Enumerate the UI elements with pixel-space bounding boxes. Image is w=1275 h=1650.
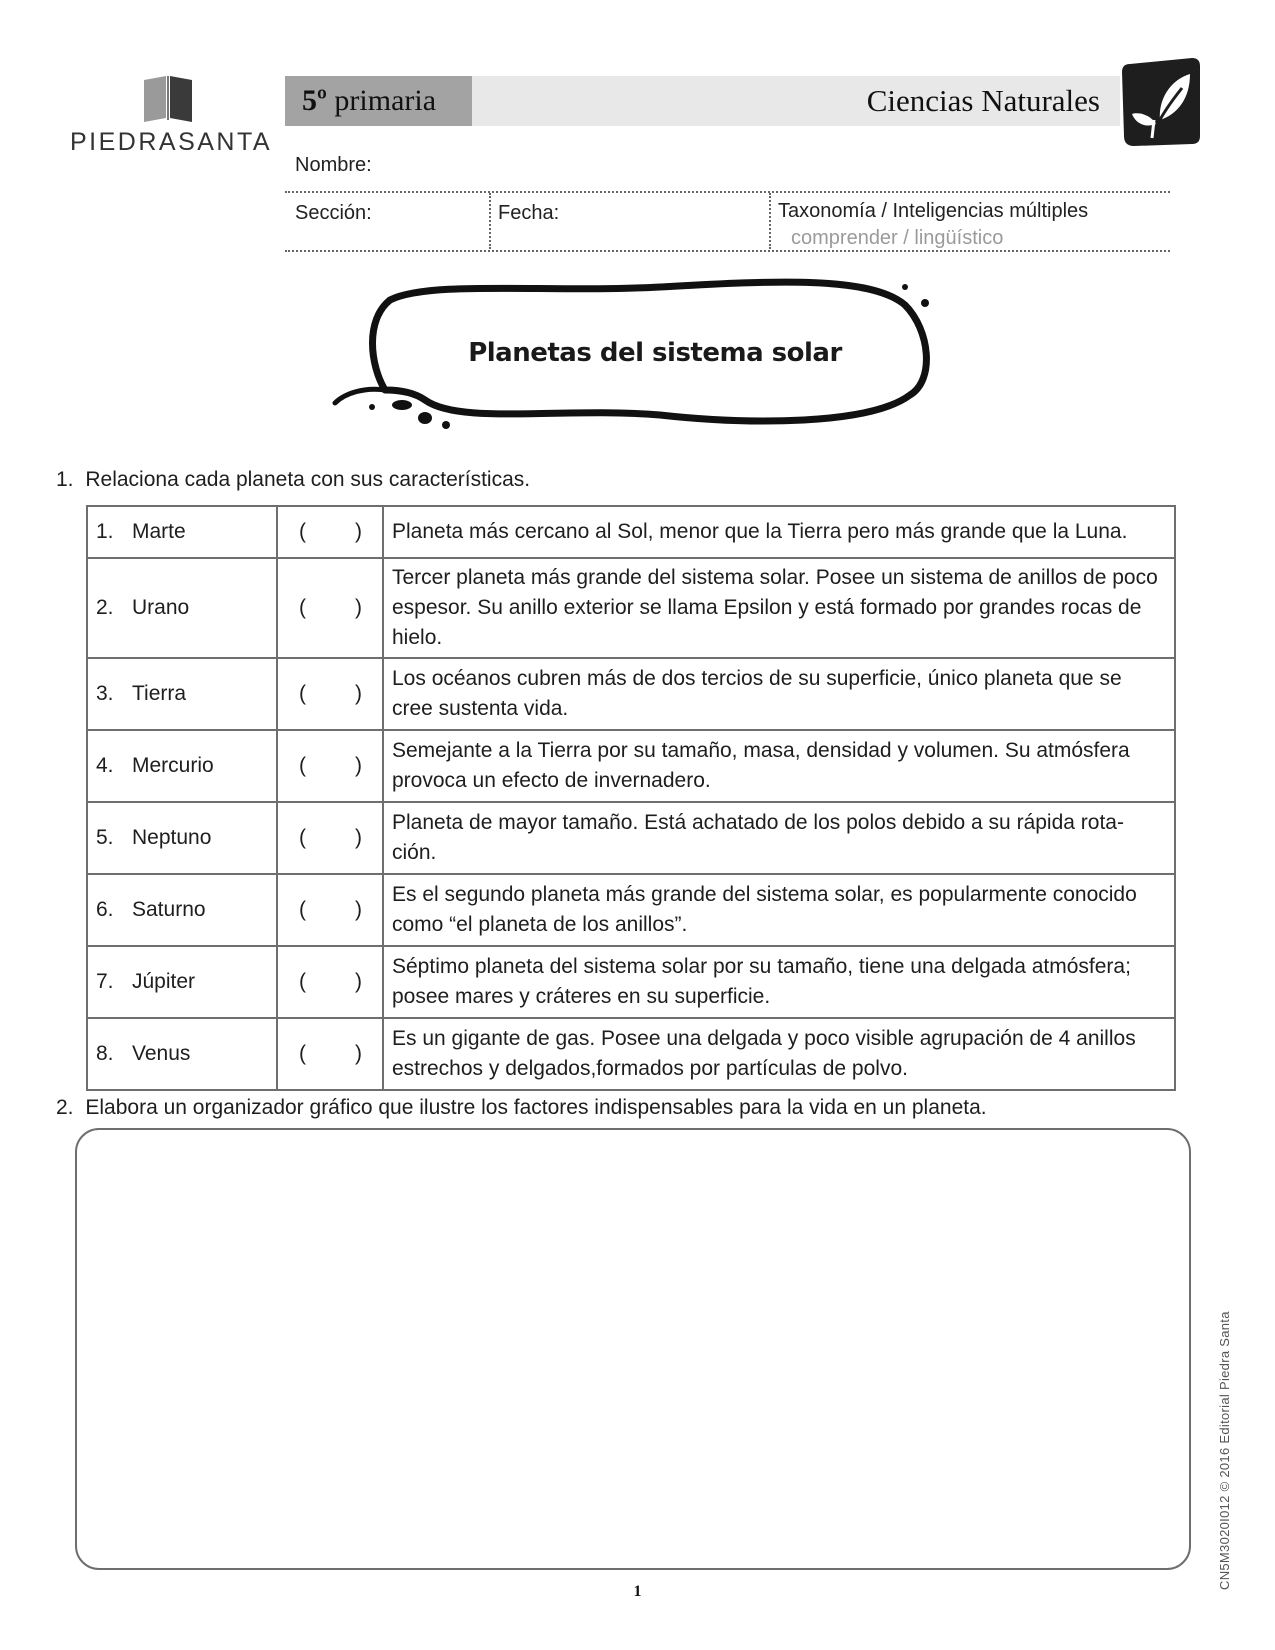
table-row [87,506,1175,558]
question-number: 2. [56,1096,74,1119]
planet-name: Mercurio [132,754,214,777]
question-text: Elabora un organizador gráfico que ilustre los factores indispensables para la vida en un planeta. [85,1096,987,1119]
question-1 [56,468,530,492]
table-row [87,558,1175,658]
question-2 [56,1096,987,1120]
planet-cell [87,802,277,874]
question-number: 1. [56,468,74,491]
paren-open: ( [299,898,306,921]
answer-cell[interactable] [277,802,383,874]
paren-close: ) [355,1042,362,1065]
planet-cell [87,506,277,558]
table-row [87,802,1175,874]
planet-name: Marte [132,520,186,543]
planet-cell [87,874,277,946]
planet-cell [87,558,277,658]
matching-table [86,505,1176,1091]
table-row [87,658,1175,730]
grade-number: 5º [302,84,327,117]
row-number: 2. [96,596,114,619]
paren-close: ) [355,520,362,543]
seccion-label: Sección: [295,202,372,224]
description-cell: Semejante a la Tierra por su tamaño, masa, densidad y volumen. Su atmósfera provoca un efecto de invernadero. [383,730,1175,802]
subject-bar [472,76,1120,126]
copyright-code: CN5M3020I012 © 2016 Editorial Piedra Santa [1217,1311,1232,1590]
paren-close: ) [355,682,362,705]
answer-cell[interactable] [277,1018,383,1090]
paren-close: ) [355,754,362,777]
row-number: 8. [96,1042,114,1065]
answer-cell[interactable] [277,874,383,946]
planet-name: Júpiter [132,970,196,993]
taxonomia-label: Taxonomía / Inteligencias múltiples [778,200,1089,222]
paren-open: ( [299,596,306,619]
row-number: 1. [96,520,114,543]
planet-name: Tierra [132,682,187,705]
table-row [87,1018,1175,1090]
planet-cell [87,658,277,730]
divider [285,250,1170,252]
leaf-icon [1120,58,1202,146]
description-cell: Tercer planeta más grande del sistema solar. Posee un sistema de anillos de poco espesor. Su anillo exterior se llama Epsilon y está formado por grandes rocas de hielo. [383,558,1175,658]
planet-name: Venus [132,1042,191,1065]
publisher-name: PIEDRASANTA [70,128,273,156]
description-cell: Planeta de mayor tamaño. Está achatado de los polos debido a su rápida rota-ción. [383,802,1175,874]
paren-open: ( [299,1042,306,1065]
description-cell: Es el segundo planeta más grande del sistema solar, es popularmente conocido como “el planeta de los anillos”. [383,874,1175,946]
description-cell: Los océanos cubren más de dos tercios de su superficie, único planeta que se cree sustenta vida. [383,658,1175,730]
paren-open: ( [299,754,306,777]
answer-cell[interactable] [277,506,383,558]
row-number: 5. [96,826,114,849]
subject-title: Ciencias Naturales [866,83,1100,118]
paren-open: ( [299,970,306,993]
paren-open: ( [299,682,306,705]
grade-suffix: primaria [334,84,437,117]
divider [489,193,491,249]
paren-close: ) [355,596,362,619]
description-cell: Es un gigante de gas. Posee una delgada y poco visible agrupación de 4 anillos estrechos y delgados,formados por partículas de polvo. [383,1018,1175,1090]
table-row [87,730,1175,802]
answer-area[interactable] [75,1128,1191,1570]
table-row [87,874,1175,946]
answer-cell[interactable] [277,946,383,1018]
publisher-logo [70,72,273,162]
paren-open: ( [299,826,306,849]
paren-close: ) [355,898,362,921]
open-book-icon [140,72,196,124]
row-number: 3. [96,682,114,705]
paren-close: ) [355,970,362,993]
divider [285,191,1170,193]
row-number: 4. [96,754,114,777]
page-number: 1 [633,1583,642,1600]
description-cell: Planeta más cercano al Sol, menor que la Tierra pero más grande que la Luna. [383,506,1175,558]
answer-cell[interactable] [277,558,383,658]
fecha-label: Fecha: [498,202,560,224]
paren-close: ) [355,826,362,849]
answer-cell[interactable] [277,730,383,802]
planet-cell [87,946,277,1018]
paren-open: ( [299,520,306,543]
planet-name: Saturno [132,898,206,921]
row-number: 6. [96,898,114,921]
answer-cell[interactable] [277,658,383,730]
table-row [87,946,1175,1018]
row-number: 7. [96,970,114,993]
taxonomia-value: comprender / lingüístico [791,227,1004,249]
question-text: Relaciona cada planeta con sus características. [85,468,531,491]
description-cell: Séptimo planeta del sistema solar por su tamaño, tiene una delgada atmósfera; posee mares y cráteres en su superficie. [383,946,1175,1018]
planet-cell [87,1018,277,1090]
planet-name: Neptuno [132,826,212,849]
nombre-label: Nombre: [295,154,372,176]
divider [769,193,771,249]
planet-name: Urano [132,596,190,619]
page-title: Planetas del sistema solar [468,338,842,368]
planet-cell [87,730,277,802]
grade-label [285,76,472,126]
